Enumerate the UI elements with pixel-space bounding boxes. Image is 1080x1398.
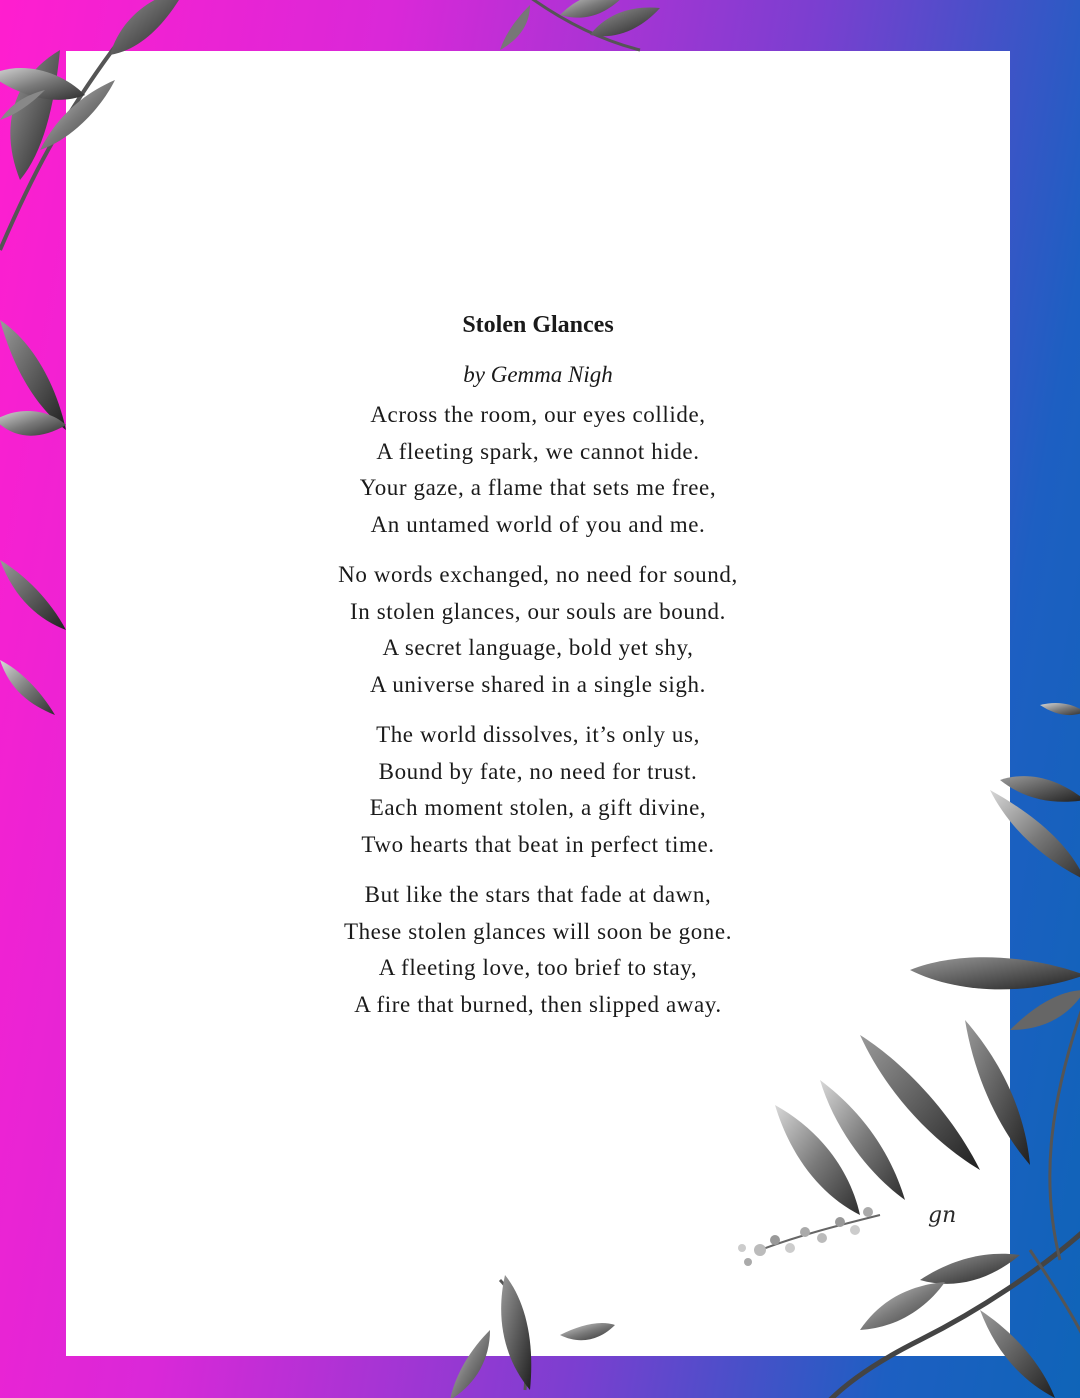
poem-stanza-3 <box>66 717 1010 863</box>
poem-line: A fire that burned, then slipped away. <box>354 991 722 1017</box>
poem-stanza-2 <box>66 557 1010 703</box>
poem-line: A fleeting love, too brief to stay, <box>378 955 698 980</box>
poem-line: A secret language, bold yet shy, <box>382 635 694 660</box>
poem <box>66 305 1010 1037</box>
poem-stanza-4 <box>66 877 1010 1023</box>
poem-line: A fleeting spark, we cannot hide. <box>376 438 700 464</box>
poem-line: The world dissolves, it’s only us, <box>376 722 700 747</box>
poem-line: An untamed world of you and me. <box>370 511 706 537</box>
poem-line: But like the stars that fade at dawn, <box>364 882 712 907</box>
poem-line: Across the room, our eyes collide, <box>370 402 706 427</box>
poem-line: In stolen glances, our souls are bound. <box>350 598 726 624</box>
author-signature: gn <box>928 1203 957 1228</box>
poem-line: Two hearts that beat in perfect time. <box>361 831 715 857</box>
poem-line: Your gaze, a flame that sets me free, <box>359 475 717 500</box>
poem-stanza-1 <box>66 397 1010 543</box>
poem-line: No words exchanged, no need for sound, <box>338 562 738 587</box>
poem-line: Each moment stolen, a gift divine, <box>369 795 707 820</box>
poem-author: by Gemma Nigh <box>463 362 613 387</box>
poem-line: Bound by fate, no need for trust. <box>378 758 698 784</box>
top-center-branch-decoration <box>500 0 660 50</box>
poem-line: A universe shared in a single sigh. <box>370 671 706 697</box>
poem-title: Stolen Glances <box>462 312 614 338</box>
left-side-leaves-decoration <box>0 320 66 715</box>
poem-line: These stolen glances will soon be gone. <box>343 918 733 944</box>
